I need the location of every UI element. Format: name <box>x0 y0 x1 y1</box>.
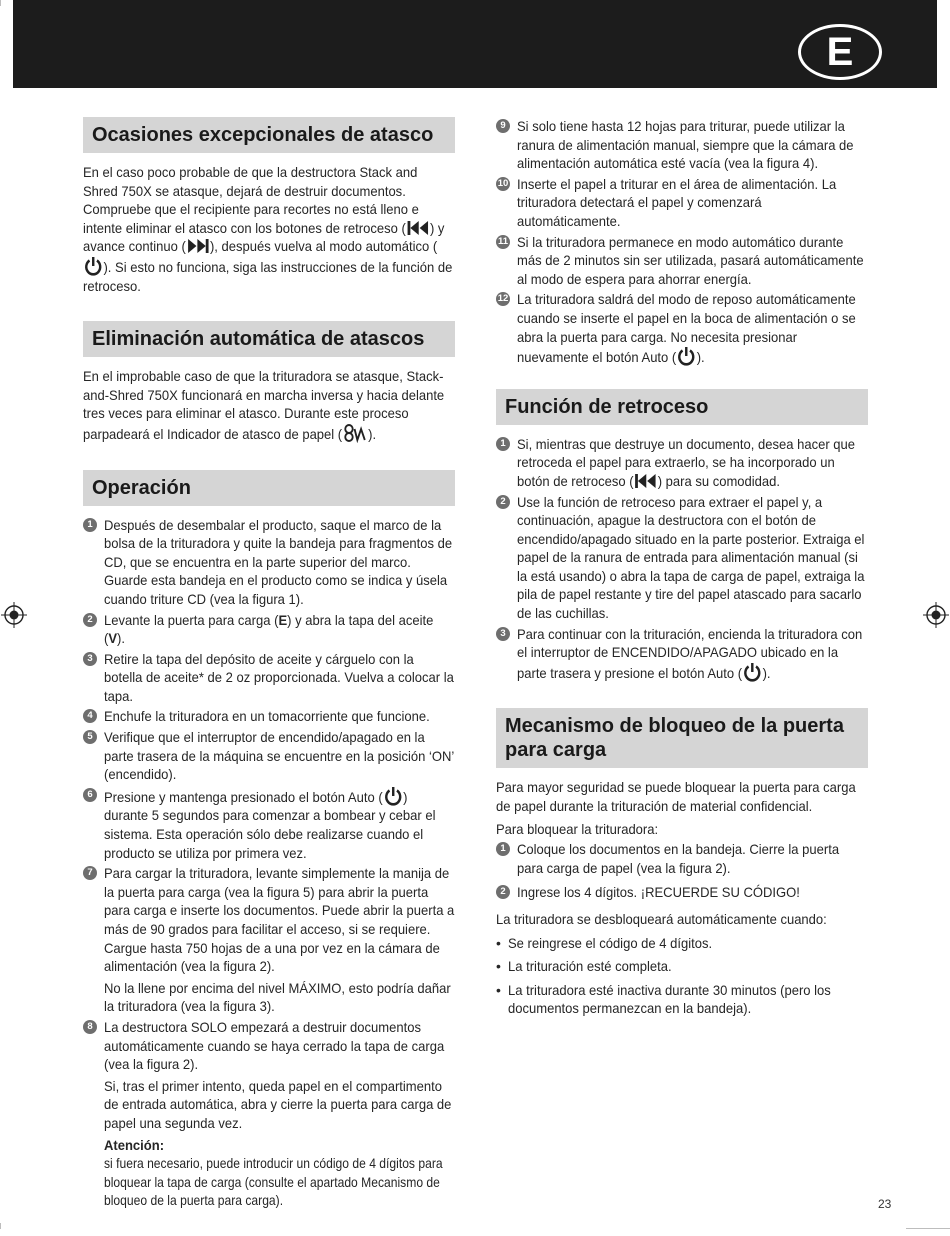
power-icon <box>84 256 103 276</box>
list-item: 12 La trituradora saldrá del modo de reposo automáticamente cuando se inserte el papel en la boca de alimentación o se abra la puerta para carga. No necesita presionar nuevamente el botón Auto ( ). <box>497 291 856 366</box>
list-item: 3 Retire la tapa del depósito de aceite y cárguelo con la botella de aceite* de 2 oz proporcionada. Vuelva a colocar la tapa. <box>83 650 455 706</box>
right-column <box>496 117 868 1044</box>
section-heading: Mecanismo de bloqueo de la puerta para carga <box>496 708 868 768</box>
header-bar <box>13 0 937 88</box>
registration-mark-icon <box>1 602 27 628</box>
step-number: 5 <box>83 730 97 744</box>
list-item: 11 Si la trituradora permanece en modo automático durante más de 2 minutos sin ser utilizada, pasará automáticamente al modo de espera para ahorrar energía. <box>497 233 864 287</box>
step-number: 12 <box>497 293 509 305</box>
trim-mark <box>0 0 1 6</box>
list-item-note: Si, tras el primer intento, queda papel en el compartimento de entrada automática, abra y cierre la puerta para carga de papel una segunda vez. <box>104 1077 452 1131</box>
paragraph: Para mayor seguridad se puede bloquear la puerta para carga de papel durante la trituración de material confidencial. <box>496 779 856 815</box>
step-number: 8 <box>83 1020 97 1034</box>
section-heading: Operación <box>83 470 455 506</box>
step-number: 9 <box>496 119 510 133</box>
step-number: 6 <box>83 788 97 802</box>
paragraph: En el improbable caso de que la trituradora se atasque, Stack-and-Shred 750X funcionará en marcha inversa y hacia delante tres veces para eliminar el atasco. Durante este proceso parpadeará el Indicador de atasco de papel ( ). <box>83 368 445 442</box>
list-item: 5 Verifique que el interruptor de encendido/apagado en la parte trasera de la máquina se encuentre en la posición ‘ON’ (encendido). <box>83 728 455 784</box>
list-item-note: Atención: si fuera necesario, puede introducir un código de 4 dígitos para bloquear la tapa de carga (consulte el apartado Mecanismo de bloqueo de la puerta para carga). <box>104 1136 443 1209</box>
step-number: 2 <box>496 885 510 899</box>
paragraph: En el caso poco probable de que la destructora Stack and Shred 750X se atasque, dejará de destruir documentos. Compruebe que el recipiente para recortes no está lleno e intente eliminar el atasco con los botones de retroceso ( ) y avance continuo ( ), después vuelva al modo automático (). Si esto no funciona, siga las instrucciones de la función de retroceso. <box>83 164 453 294</box>
step-number: 1 <box>83 518 97 532</box>
list-item: 8 La destructora SOLO empezará a destruir documentos automáticamente cuando se haya cerrado la tapa de carga (vea la figura 2). <box>83 1018 455 1074</box>
list-item: 1 Si, mientras que destruye un documento, desea hacer que retroceda el papel para extraerlo, se ha incorporado un botón de retroceso ( ) para su comodidad. <box>496 435 868 491</box>
step-number: 3 <box>496 627 510 641</box>
section-door-lock <box>496 708 868 1018</box>
language-badge: E <box>798 24 882 80</box>
step-number: 3 <box>83 652 97 666</box>
paper-jam-indicator-icon <box>343 423 367 443</box>
page-number: 23 <box>878 1197 892 1211</box>
power-icon <box>743 662 762 682</box>
section-operation <box>83 470 455 1210</box>
step-number: 10 <box>497 177 509 189</box>
power-icon <box>384 786 403 806</box>
section-reverse-function <box>496 389 868 683</box>
step-number: 11 <box>497 235 509 247</box>
list-item: 1 Coloque los documentos en la bandeja. Cierre la puerta para carga de papel (vea la figura 2). <box>496 840 868 877</box>
step-number: 7 <box>83 866 97 880</box>
step-number: 1 <box>496 842 510 856</box>
registration-mark-icon <box>923 602 949 628</box>
step-number: 2 <box>83 613 97 627</box>
list-item-note: No la llene por encima del nivel MÁXIMO, esto podría dañar la trituradora (vea la figura 3). <box>104 979 451 1015</box>
section-operation-continued <box>496 117 868 367</box>
bullet-item: • La trituración esté completa. <box>496 958 672 975</box>
paragraph: Para bloquear la trituradora: <box>496 820 659 837</box>
section-auto-jam-clearing <box>83 321 455 443</box>
trim-mark <box>0 1223 1 1229</box>
forward-icon <box>187 237 209 255</box>
list-item: 9 Si solo tiene hasta 12 hojas para triturar, puede utilizar la ranura de alimentación manual, siempre que la cámara de alimentación automática esté vacía (vea la figura 4). <box>496 117 868 173</box>
list-item: 1 Después de desembalar el producto, saque el marco de la bolsa de la trituradora y quite la bandeja para fragmentos de CD, que se encuentra en la parte superior del marco. Guarde esta bandeja en el producto como se indica y úsela cuando triture CD (vea la figura 1). <box>83 516 455 609</box>
bullet-item: • Se reingrese el código de 4 dígitos. <box>496 934 713 951</box>
step-number: 1 <box>496 437 510 451</box>
step-number: 2 <box>496 495 510 509</box>
list-item: 2 Ingrese los 4 dígitos. ¡RECUERDE SU CÓDIGO! <box>496 883 868 902</box>
list-item: 3 Para continuar con la trituración, encienda la trituradora con el interruptor de ENCENDIDO/APAGADO ubicado en la parte trasera y presione el botón Auto ( ). <box>496 625 868 683</box>
bullet-item: • La trituradora esté inactiva durante 30 minutos (pero los documentos permanezcan en la bandeja). <box>496 981 831 1017</box>
list-item: 10 Inserte el papel a triturar en el área de alimentación. La trituradora detectará el papel y comenzará automáticamente. <box>497 175 837 229</box>
list-item: 2 Levante la puerta para carga (E) y abra la tapa del aceite (V). <box>83 611 455 648</box>
section-exceptional-jams <box>83 117 455 295</box>
list-item: 6 Presione y mantenga presionado el botón Auto ( ) durante 5 segundos para comenzar a bombear y cebar el sistema. Esta operación sólo debe realizarse cuando el producto se utiliza por primera vez. <box>83 786 455 862</box>
paragraph: La trituradora se desbloqueará automáticamente cuando: <box>496 911 827 927</box>
power-icon <box>677 346 696 366</box>
list-item: 7 Para cargar la trituradora, levante simplemente la manija de la puerta para carga (vea la figura 5) para abrir la puerta para carga e inserte los documentos. Puede abrir la puerta a más de 90 grados para facilitar el acceso, si se requiere. Cargue hasta 750 hojas de a una por vez en la cámara de alimentación (vea la figura 2). <box>83 864 455 976</box>
list-item: 2 Use la función de retroceso para extraer el papel y, a continuación, apague la destructora con el botón de encendido/apagado situado en la parte posterior. Extraiga el papel de la ranura de entrada para alimentación manual (si la está usando) o abra la tapa de carga de papel, extraiga la pila de papel restante y tire del papel atascado para sacarlo de las cuchillas. <box>496 493 868 623</box>
section-heading: Ocasiones excepcionales de atasco <box>83 117 455 153</box>
section-heading: Función de retroceso <box>496 389 868 425</box>
reverse-icon <box>634 472 656 490</box>
section-heading: Eliminación automática de atascos <box>83 321 455 357</box>
step-number: 4 <box>83 709 97 723</box>
reverse-icon <box>407 219 429 237</box>
left-column <box>83 117 455 1236</box>
list-item: 4 Enchufe la trituradora en un tomacorriente que funcione. <box>83 707 455 726</box>
